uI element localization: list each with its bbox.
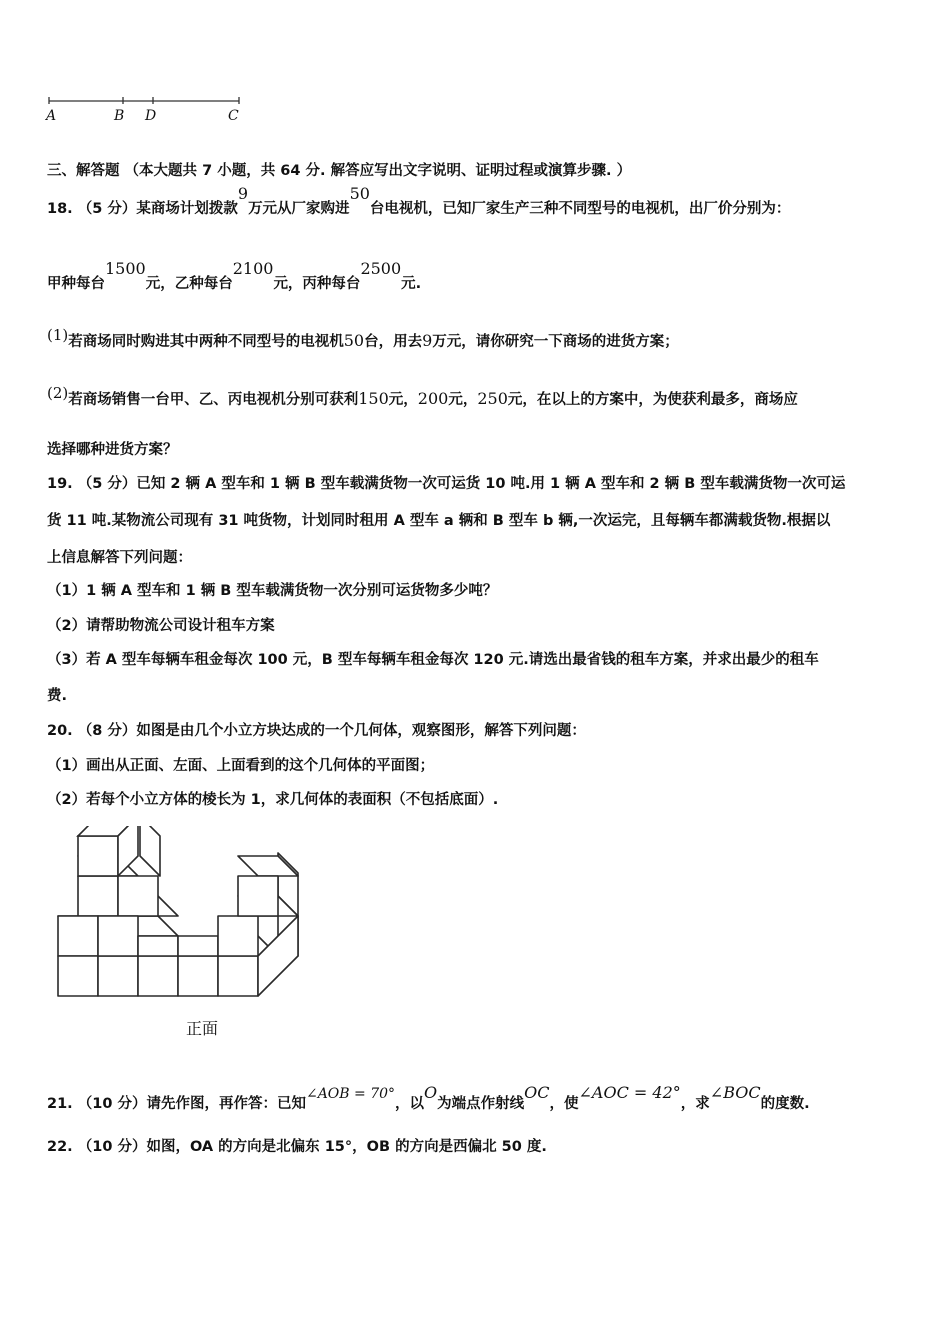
q21-angle-aob: ∠AOB = 70° <box>305 1086 396 1102</box>
q18-part1-a: 若商场同时购进其中两种不同型号的电视机 <box>68 334 344 350</box>
q21-text-a: 21. （10 分）请先作图，再作答：已知 <box>47 1096 306 1112</box>
q21-angle-boc: ∠BOC <box>709 1083 761 1102</box>
q18-part2 <box>47 384 798 410</box>
q19-line2: 货 11 吨.某物流公司现有 31 吨货物，计划同时租用 A 型车 a 辆和 B 型车 b 辆,一次运完，且每辆车都满载货物.根据以 <box>47 513 831 529</box>
q21-text-d: ，使 <box>549 1096 579 1112</box>
q21-ray-oc: OC <box>524 1083 550 1102</box>
q21-text-e: ，求 <box>680 1096 710 1112</box>
q21-text-c: 为端点作射线 <box>437 1096 525 1112</box>
q21-point-o: O <box>424 1083 438 1102</box>
q18-profit-a: 150 <box>358 389 389 408</box>
q22-line1: 22. （10 分）如图，OA 的方向是北偏东 15°，OB 的方向是西偏北 50 度. <box>47 1139 547 1155</box>
q21-text-b: ，以 <box>395 1096 425 1112</box>
q18-line2 <box>47 259 422 294</box>
q18-text-c: 台电视机，已知厂家生产三种不同型号的电视机，出厂价分别为： <box>369 201 791 217</box>
q18-part1-amount: 9 <box>422 331 433 350</box>
q21-line1 <box>47 1083 810 1114</box>
q18-part1-c: 万元，请你研究一下商场的进货方案； <box>432 334 679 350</box>
q18-profit-c: 250 <box>477 389 508 408</box>
q18-part1-num: (1) <box>47 326 69 344</box>
q18-part1 <box>47 326 679 352</box>
q18-line1 <box>47 184 791 219</box>
q20-line1: 20. （8 分）如图是由几个小立方块达成的一个几何体，观察图形，解答下列问题： <box>47 723 586 739</box>
q18-text-a: 18. （5 分）某商场计划拨款 <box>47 201 238 217</box>
q18-price-b: 2100 <box>232 259 274 278</box>
q19-line3: 上信息解答下列问题： <box>47 550 192 566</box>
q19-sub3-cont: 费. <box>47 688 68 704</box>
q19-line1: 19. （5 分）已知 2 辆 A 型车和 1 辆 B 型车载满货物一次可运货 10 吨.用 1 辆 A 型车和 2 辆 B 型车载满货物一次可运 <box>47 476 846 492</box>
q20-sub2: （2）若每个小立方体的棱长为 1，求几何体的表面积（不包括底面）. <box>47 792 499 808</box>
q18-part2-sep1: 元， <box>388 392 418 408</box>
point-label-a: A <box>46 108 57 124</box>
q19-sub1: （1）1 辆 A 型车和 1 辆 B 型车载满货物一次分别可运货物多少吨？ <box>47 583 498 599</box>
point-label-b: B <box>114 108 125 124</box>
section-title: 三、解答题 （本大题共 7 小题，共 64 分. 解答应写出文字说明、证明过程或演算步骤. ） <box>47 163 632 179</box>
q18-line2-a: 甲种每台 <box>47 276 105 292</box>
point-label-c: C <box>228 108 239 124</box>
q18-part2-cont: 选择哪种进货方案？ <box>47 442 178 458</box>
segment-figure <box>45 94 245 108</box>
q19-sub2: （2）请帮助物流公司设计租车方案 <box>47 618 275 634</box>
q18-profit-b: 200 <box>417 389 449 408</box>
q18-price-c: 2500 <box>360 259 402 278</box>
q18-part2-sep2: 元， <box>448 392 478 408</box>
q18-line2-b: 元，乙种每台 <box>145 276 233 292</box>
cube-figure <box>50 826 310 1011</box>
q18-line2-c: 元，丙种每台 <box>273 276 361 292</box>
point-label-d: D <box>145 108 157 124</box>
figure-caption: 正面 <box>186 1019 219 1038</box>
q18-part2-num: (2) <box>47 384 69 402</box>
q18-part2-b: 元，在以上的方案中，为使获利最多，商场应 <box>507 392 798 408</box>
q18-part1-count: 50 <box>343 331 365 350</box>
q18-price-a: 1500 <box>105 259 146 278</box>
q18-part1-b: 台，用去 <box>364 334 423 350</box>
q19-sub3: （3）若 A 型车每辆车租金每次 100 元，B 型车每辆车租金每次 120 元.请选出最省钱的租车方案，并求出最少的租车 <box>47 652 819 668</box>
q18-text-b: 万元从厂家购进 <box>248 201 350 217</box>
q18-amount: 9 <box>237 184 249 203</box>
q21-angle-aoc: ∠AOC = 42° <box>578 1083 681 1102</box>
q18-count: 50 <box>349 184 370 203</box>
q21-text-f: 的度数. <box>760 1096 810 1112</box>
q18-part2-a: 若商场销售一台甲、乙、丙电视机分别可获利 <box>68 392 359 408</box>
q18-line2-d: 元. <box>401 276 422 292</box>
q20-sub1: （1）画出从正面、左面、上面看到的这个几何体的平面图； <box>47 758 435 774</box>
